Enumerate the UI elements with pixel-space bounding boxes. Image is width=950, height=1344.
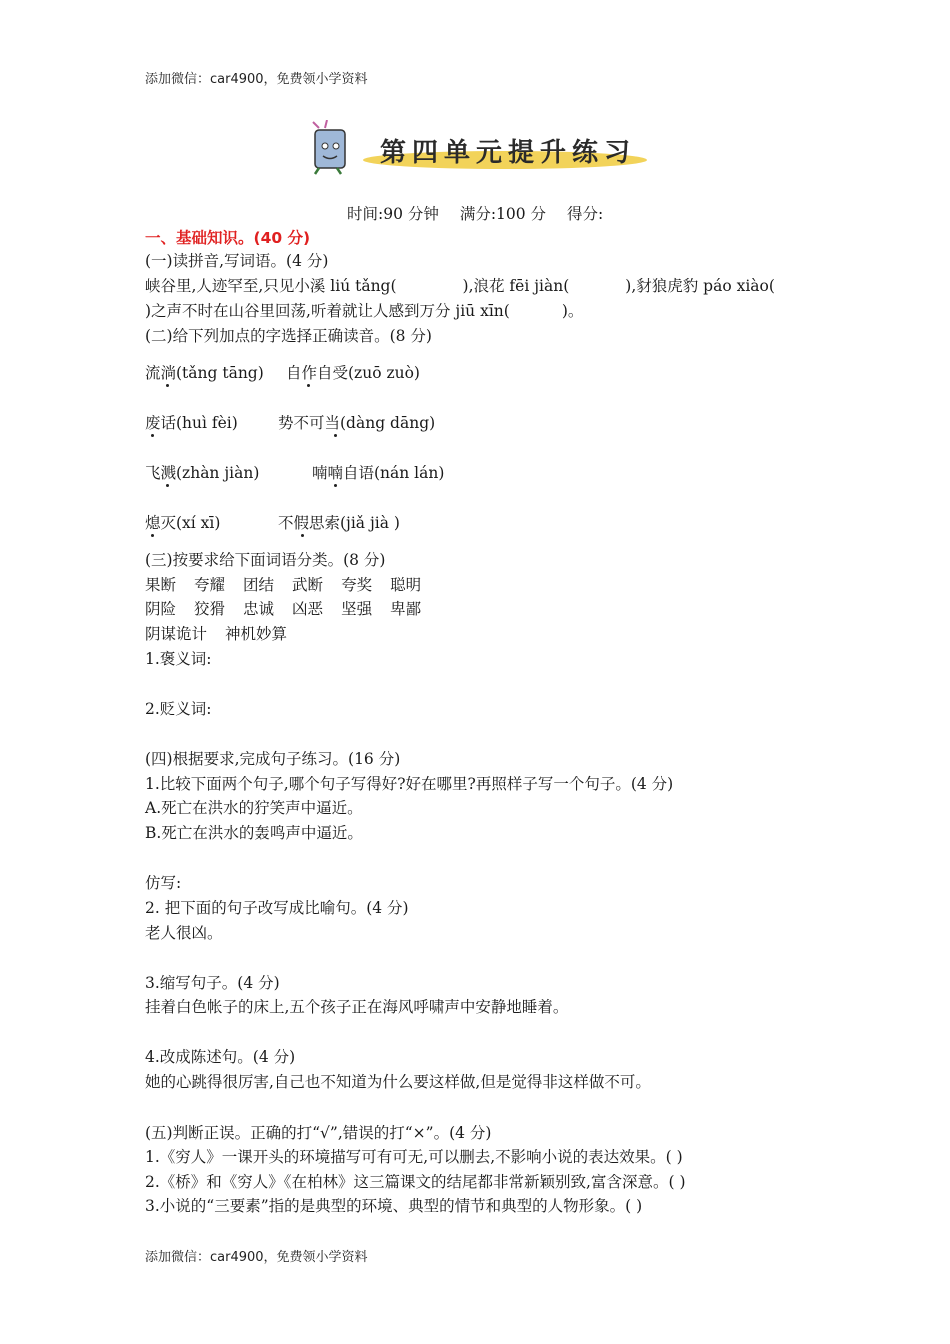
q5-j1: 1.《穷人》一课开头的环境描写可有可无,可以删去,不影响小说的表达效果。( ) <box>145 1148 683 1166</box>
full-score-label: 满分:100 分 <box>459 205 547 223</box>
footer-note: 添加微信：car4900，免费领小学资料 <box>145 1250 368 1265</box>
word: 卑鄙 <box>390 600 422 618</box>
section-heading: 一、基础知识。(40 分) <box>145 229 311 247</box>
word: 阴险 <box>145 600 177 618</box>
emphasis-dot <box>334 434 337 437</box>
q2-item: 势不可当(dàng dāng) <box>278 414 436 432</box>
page-title: 第四单元提升练习 <box>380 138 637 168</box>
q5-j3: 3.小说的“三要素”指的是典型的环境、典型的情节和典型的人物形象。( ) <box>145 1197 643 1215</box>
score-label: 得分: <box>566 205 604 223</box>
word: 坚强 <box>341 600 373 618</box>
word: 凶恶 <box>292 600 324 618</box>
q1-line1b: ),浪花 fēi jiàn( <box>462 277 570 295</box>
emphasis-dot <box>301 534 304 537</box>
q4-s2a: 老人很凶。 <box>145 924 223 942</box>
q3-row3 <box>145 624 287 644</box>
q4-s3a: 挂着白色帐子的床上,五个孩子正在海风呼啸声中安静地睡着。 <box>145 998 569 1016</box>
q3-sub1: 1.褒义词: <box>145 650 212 668</box>
word: 聪明 <box>390 576 422 594</box>
exam-meta <box>347 202 619 224</box>
q3-title: (三)按要求给下面词语分类。(8 分) <box>145 551 386 569</box>
q5-j2: 2.《桥》和《穷人》《在柏林》这三篇课文的结尾都非常新颖别致,富含深意。( ) <box>145 1173 686 1191</box>
q5-title: (五)判断正误。正确的打“√”,错误的打“×”。(4 分) <box>145 1124 492 1142</box>
q2-item: 不假思索(jiǎ jià ) <box>278 514 400 532</box>
word: 夸耀 <box>194 576 226 594</box>
q3-row2 <box>145 599 421 619</box>
q1-line2b: )。 <box>561 302 584 320</box>
q4-s4: 4.改成陈述句。(4 分) <box>145 1048 296 1066</box>
word: 团结 <box>243 576 275 594</box>
q4-imitate: 仿写: <box>145 874 182 892</box>
q3-row1 <box>145 575 421 595</box>
header-note: 添加微信：car4900，免费领小学资料 <box>145 72 368 87</box>
word: 夸奖 <box>341 576 373 594</box>
word: 武断 <box>292 576 324 594</box>
q2-item: 喃喃自语(nán lán) <box>312 464 445 482</box>
emphasis-dot <box>334 484 337 487</box>
emphasis-dot <box>166 384 169 387</box>
q2-item: 废话(huì fèi) <box>145 414 238 432</box>
emphasis-dot <box>151 434 154 437</box>
q1-line1a: 峡谷里,人迹罕至,只见小溪 liú tǎng( <box>145 277 397 295</box>
q4-s1a: A.死亡在洪水的狞笑声中逼近。 <box>145 799 363 817</box>
q2-item: 自作自受(zuō zuò) <box>286 364 420 382</box>
q4-s2: 2. 把下面的句子改写成比喻句。(4 分) <box>145 899 409 917</box>
word: 果断 <box>145 576 177 594</box>
q4-title: (四)根据要求,完成句子练习。(16 分) <box>145 750 401 768</box>
emphasis-dot <box>151 534 154 537</box>
q1-line1c: ),豺狼虎豹 páo xiào( <box>625 277 775 295</box>
q2-item: 流淌(tǎng tāng) <box>145 364 264 382</box>
q1-title: (一)读拼音,写词语。(4 分) <box>145 252 329 270</box>
q4-s1b: B.死亡在洪水的轰鸣声中逼近。 <box>145 824 363 842</box>
q2-item: 飞溅(zhàn jiàn) <box>145 464 260 482</box>
q4-s3: 3.缩写句子。(4 分) <box>145 974 280 992</box>
word: 狡猾 <box>194 600 226 618</box>
q1-line2 <box>145 301 583 321</box>
emphasis-dot <box>166 484 169 487</box>
emphasis-dot <box>307 384 310 387</box>
q2-item: 熄灭(xí xī) <box>145 514 221 532</box>
q4-s4a: 她的心跳得很厉害,自己也不知道为什么要这样做,但是觉得非这样做不可。 <box>145 1073 651 1091</box>
q3-sub2: 2.贬义词: <box>145 700 212 718</box>
word: 阴谋诡计 <box>145 625 208 643</box>
q1-line2a: )之声不时在山谷里回荡,听着就让人感到万分 jiū xīn( <box>145 302 510 320</box>
time-label: 时间:90 分钟 <box>347 205 439 223</box>
q4-s1: 1.比较下面两个句子,哪个句子写得好?好在哪里?再照样子写一个句子。(4 分) <box>145 775 674 793</box>
word: 忠诚 <box>243 600 275 618</box>
q2-title: (二)给下列加点的字选择正确读音。(8 分) <box>145 327 432 345</box>
word: 神机妙算 <box>225 625 288 643</box>
q1-line1 <box>145 276 775 296</box>
